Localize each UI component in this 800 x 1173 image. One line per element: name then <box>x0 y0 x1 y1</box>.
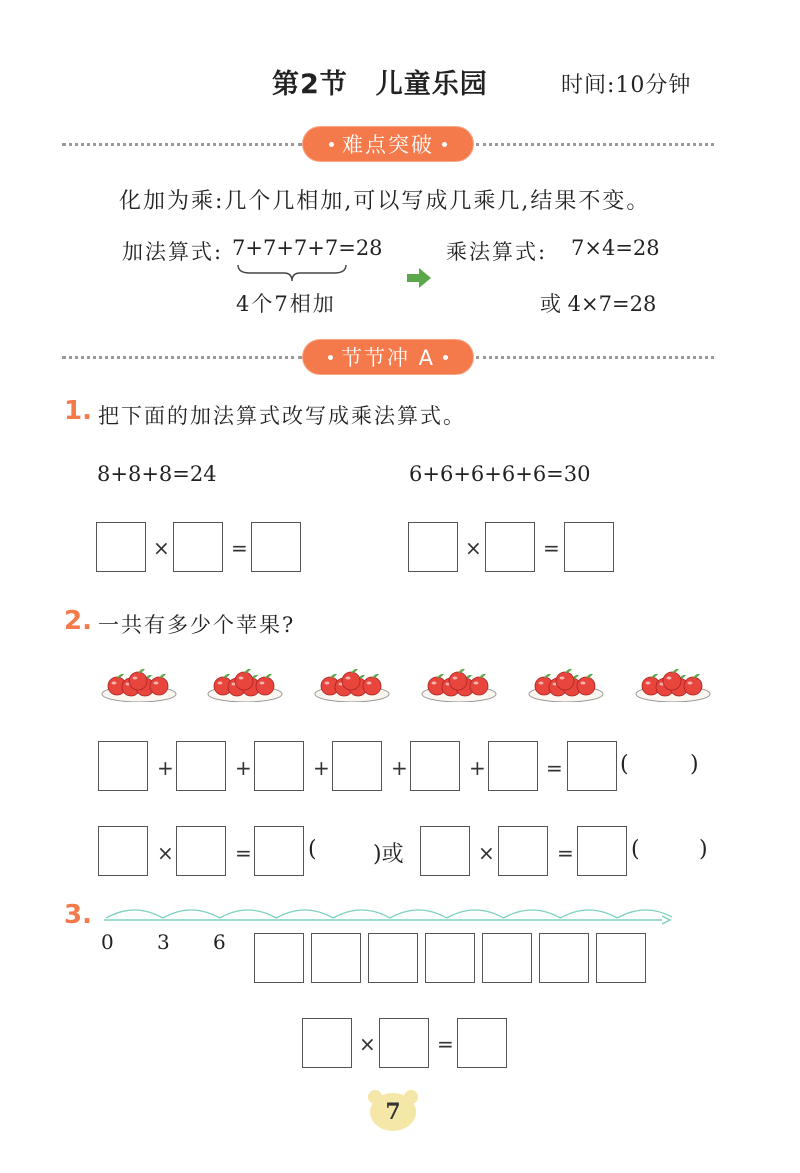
divider-left <box>62 356 302 359</box>
answer-box[interactable] <box>254 826 304 876</box>
plus-sign: + <box>235 756 252 780</box>
dot-icon <box>443 355 448 360</box>
badge-label: 难点突破 <box>342 133 434 157</box>
tick-answer-box[interactable] <box>254 933 304 983</box>
times-sign: × <box>153 536 170 560</box>
answer-box[interactable] <box>457 1018 507 1068</box>
divider-right <box>476 143 714 146</box>
apple-plate-icon <box>528 666 604 702</box>
page-number: 7 <box>370 1093 416 1131</box>
answer-box[interactable] <box>98 826 148 876</box>
plus-sign: + <box>313 756 330 780</box>
answer-box[interactable] <box>173 522 223 572</box>
jump-arc <box>504 910 561 918</box>
question-number-2: 2. <box>64 606 92 636</box>
jump-arc <box>276 910 333 918</box>
arrow-right-icon <box>405 266 433 290</box>
dot-icon <box>442 142 447 147</box>
tick-label: 3 <box>157 930 170 954</box>
paren-open: ( <box>308 837 317 862</box>
jump-arc <box>390 910 447 918</box>
jump-arc <box>333 910 390 918</box>
paren-open: ( <box>620 752 629 777</box>
tick-label: 0 <box>101 930 114 954</box>
plus-sign: + <box>391 756 408 780</box>
apple-plate-icon <box>635 666 711 702</box>
equals-sign: = <box>546 756 563 780</box>
answer-box[interactable] <box>410 741 460 791</box>
tick-answer-box[interactable] <box>311 933 361 983</box>
question-1-prompt: 把下面的加法算式改写成乘法算式。 <box>98 404 466 428</box>
divider-right <box>476 356 714 359</box>
badge-difficulty <box>303 127 473 161</box>
answer-box[interactable] <box>96 522 146 572</box>
question-number-1: 1. <box>64 396 92 426</box>
answer-box[interactable] <box>332 741 382 791</box>
answer-box[interactable] <box>176 741 226 791</box>
answer-box[interactable] <box>408 522 458 572</box>
intro-text: 化加为乘:几个几相加,可以写成几乘几,结果不变。 <box>119 189 651 214</box>
paren-open: ( <box>631 837 640 862</box>
times-sign: × <box>478 841 495 865</box>
apple-plate-icon <box>101 666 177 702</box>
answer-box[interactable] <box>251 522 301 572</box>
answer-box[interactable] <box>485 522 535 572</box>
mul-label: 乘法算式: <box>446 240 548 264</box>
mul-expression: 7×4=28 <box>571 236 660 260</box>
tick-answer-box[interactable] <box>596 933 646 983</box>
answer-box[interactable] <box>498 826 548 876</box>
or-text: )或 <box>373 842 404 867</box>
tick-label: 6 <box>213 930 226 954</box>
add-label: 加法算式: <box>122 240 224 264</box>
answer-box[interactable] <box>176 826 226 876</box>
plus-sign: + <box>469 756 486 780</box>
equals-sign: = <box>557 841 574 865</box>
jump-arc <box>447 910 504 918</box>
q1-expression-left: 8+8+8=24 <box>97 462 217 486</box>
tick-answer-box[interactable] <box>482 933 532 983</box>
answer-box[interactable] <box>577 826 627 876</box>
answer-box[interactable] <box>302 1018 352 1068</box>
brace-icon <box>236 263 348 285</box>
equals-sign: = <box>231 536 248 560</box>
tick-answer-box[interactable] <box>539 933 589 983</box>
answer-box[interactable] <box>254 741 304 791</box>
equals-sign: = <box>543 536 560 560</box>
answer-box[interactable] <box>98 741 148 791</box>
apple-plate-icon <box>207 666 283 702</box>
times-sign: × <box>157 841 174 865</box>
jump-arc <box>560 910 617 918</box>
time-limit: 时间:10分钟 <box>561 73 692 98</box>
times-sign: × <box>359 1032 376 1056</box>
paren-close: ) <box>699 837 708 862</box>
dot-icon <box>329 142 334 147</box>
answer-box[interactable] <box>488 741 538 791</box>
jump-arc <box>163 910 220 918</box>
tick-answer-box[interactable] <box>368 933 418 983</box>
answer-box[interactable] <box>379 1018 429 1068</box>
number-line <box>100 898 672 930</box>
plus-sign: + <box>157 756 174 780</box>
apple-plate-icon <box>314 666 390 702</box>
add-expression: 7+7+7+7=28 <box>232 236 383 260</box>
badge-label: 节节冲 A <box>340 346 436 370</box>
answer-box[interactable] <box>564 522 614 572</box>
badge-practice <box>303 340 473 374</box>
dot-icon <box>328 355 333 360</box>
equals-sign: = <box>235 841 252 865</box>
tick-answer-box[interactable] <box>425 933 475 983</box>
equals-sign: = <box>437 1032 454 1056</box>
page-title: 第2节 儿童乐园 <box>272 69 488 100</box>
add-note: 4个7相加 <box>236 292 336 316</box>
q1-expression-right: 6+6+6+6+6=30 <box>409 462 591 486</box>
jump-arc <box>220 910 277 918</box>
answer-box[interactable] <box>420 826 470 876</box>
apple-plate-icon <box>421 666 497 702</box>
question-number-3: 3. <box>64 900 92 930</box>
answer-box[interactable] <box>567 741 617 791</box>
jump-arc <box>106 910 163 918</box>
mul-alternative: 或 4×7=28 <box>540 292 657 316</box>
times-sign: × <box>465 536 482 560</box>
divider-left <box>62 143 302 146</box>
question-2-prompt: 一共有多少个苹果? <box>98 613 296 637</box>
paren-close: ) <box>690 752 699 777</box>
